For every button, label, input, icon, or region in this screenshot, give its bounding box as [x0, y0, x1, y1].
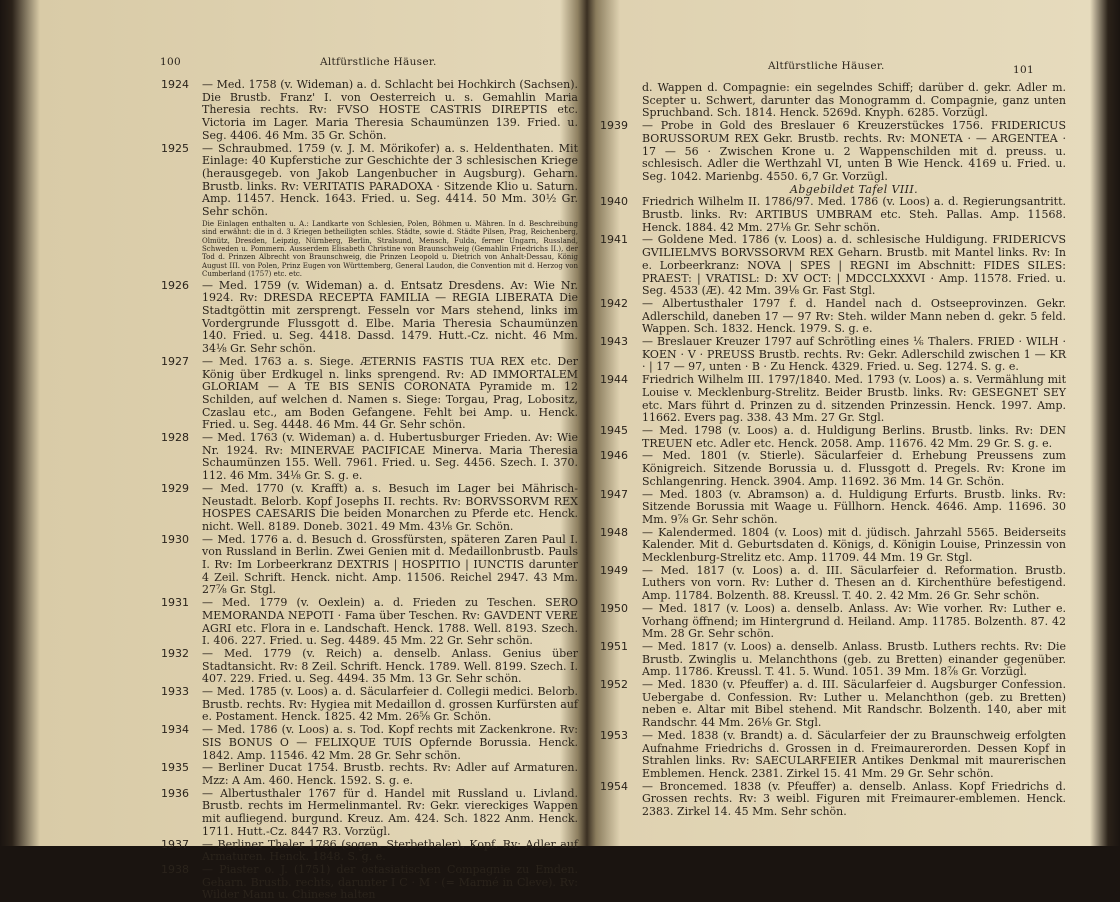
- right-page-number: 101: [1013, 64, 1034, 76]
- entry-text: — Kalendermed. 1804 (v. Loos) mit d. jüdisch. Jahrzahl 5565. Beiderseits Kalender. Mit d. Geburtsdaten d. Königs, d. Königin Louise, Prinzessin von Mecklenburg-Strelitz etc. Amp. 11709. 44 Mm. 19 Gr. Stgl.: [642, 525, 1066, 565]
- entry-number: 1942: [600, 296, 628, 310]
- entry-number: 1952: [600, 678, 628, 692]
- entry-number: 1949: [600, 563, 628, 577]
- catalog-entry: [598, 234, 1080, 298]
- entry-text: — Med. 1759 (v. Wideman) a. d. Entsatz Dresdens. Av: Wie Nr. 1924. Rv: DRESDA RECEPTA FAMILIA — REGIA LIBERATA Die Stadtgöttin mit zersprengt. Fesseln vor Mars stehend, links im Vordergrunde Flussgott d. Elbe. Maria Theresia Schaumünzen 140. Fried. u. Seg. 4418. Dassd. 1479. Hutt.-Cz. nicht. 46 Mm. 34⅛ Gr. Sehr schön.: [202, 278, 578, 356]
- catalog-entry: [120, 432, 590, 483]
- entry-text: — Med. 1798 (v. Loos) a. d. Huldigung Berlins. Brustb. links. Rv: DEN TREUEN etc. Adler etc. Henck. 2058. Amp. 11676. 42 Mm. 29 Gr. S. g. e.: [642, 423, 1066, 450]
- entry-text-block: [642, 425, 1066, 450]
- catalog-entry: [120, 788, 590, 839]
- catalog-entry: [120, 839, 590, 864]
- entry-number: 1926: [161, 278, 189, 292]
- entry-number: 1947: [600, 487, 628, 501]
- right-entry-list: [598, 82, 1080, 819]
- entry-number: 1934: [161, 723, 189, 737]
- left-page: [120, 0, 590, 902]
- catalog-entry: [598, 374, 1080, 425]
- entry-text: — Med. 1801 (v. Stierle). Säcularfeier d. Erhebung Preussens zum Königreich. Sitzende Borussia u. d. Flussgott d. Pregels. Rv: Krone im Schlangenring. Henck. 3904. Amp. 11692. 36 Mm. 14 Gr. Schön.: [642, 449, 1066, 488]
- entry-text-block: [642, 298, 1066, 336]
- entry-text-block: [202, 686, 578, 724]
- catalog-entry: [120, 597, 590, 648]
- entry-text-block: [202, 432, 578, 483]
- entry-text: — Breslauer Kreuzer 1797 auf Schrötling eines ⅙ Thalers. FRIED · WILH · KOEN · V · PREUSS Brustb. rechts. Rv: Gekr. Adlerschild zwischen 1 — KR · | 17 — 97, unten · B · Zu Henck. 4329. Fried. u. Seg. 1274. S. g. e.: [642, 335, 1066, 374]
- entry-number: 1946: [600, 449, 628, 463]
- entry-text: — Med. 1763 (v. Wideman) a. d. Hubertusburger Frieden. Av: Wie Nr. 1924. Rv: MINERVAE PACIFICAE Minerva. Maria Theresia Schaumünzen 155. Well. 7961. Fried. u. Seg. 4456. Szech. I. 370. 112. 46 Mm. 34⅛ Gr. S. g. e.: [202, 431, 578, 483]
- left-page-number: 100: [160, 56, 181, 68]
- entry-text-block: [642, 679, 1066, 730]
- entry-text-block: [202, 648, 578, 686]
- catalog-entry: [598, 679, 1080, 730]
- catalog-entry: [120, 356, 590, 432]
- entry-text: — Med. 1817 (v. Loos) a. denselb. Anlass. Av: Wie vorher. Rv: Luther e. Vorhang öffnend; im Hintergrund d. Heiland. Amp. 11785. Bolzenth. 87. 42 Mm. 28 Gr. Sehr schön.: [642, 601, 1066, 641]
- entry-number: 1935: [161, 761, 189, 775]
- entry-text-block: [642, 730, 1066, 781]
- catalog-entry: [598, 425, 1080, 450]
- left-running-title: Altfürstliche Häuser.: [320, 56, 437, 68]
- entry-text-block: [642, 234, 1066, 298]
- catalog-entry: [598, 565, 1080, 603]
- entry-text-block: [202, 788, 578, 839]
- entry-number: 1954: [600, 779, 628, 793]
- catalog-entry: [120, 483, 590, 534]
- entry-text-block: [642, 374, 1066, 425]
- entry-text-block: [202, 79, 578, 143]
- catalog-entry: [120, 79, 590, 143]
- entry-text-block: [202, 597, 578, 648]
- entry-text-block: [642, 527, 1066, 565]
- right-page: [598, 0, 1080, 846]
- entry-text-block: [642, 196, 1066, 234]
- entry-number: 1941: [600, 233, 628, 247]
- left-page-header: [120, 56, 590, 70]
- entry-number: 1945: [600, 423, 628, 437]
- entry-number: 1951: [600, 639, 628, 653]
- entry-number: 1925: [161, 141, 189, 155]
- entry-text: — Med. 1776 a. d. Besuch d. Grossfürsten, späteren Zaren Paul I. von Russland in Berlin. Zwei Genien mit d. Medaillonbrustb. Pauls I. Rv: Im Lorbeerkranz DEXTRIS | HOSPITIO | IUNCTIS darunter 4 Zeil. Schrift. Henck. nicht. Amp. 11506. Reichel 2947. 43 Mm. 27⅞ Gr. Stgl.: [202, 532, 578, 597]
- entry-number: 1953: [600, 728, 628, 742]
- entry-text-block: [642, 120, 1066, 196]
- catalog-entry: [598, 450, 1080, 488]
- entry-number: 1938: [161, 862, 189, 876]
- catalog-entry: [598, 527, 1080, 565]
- catalog-entry: [598, 336, 1080, 374]
- entry-text-block: [642, 336, 1066, 374]
- entry-text: — Schraubmed. 1759 (v. J. M. Mörikofer) a. s. Heldenthaten. Mit Einlage: 40 Kupferstiche zur Geschichte der 3 schlesischen Kriege (herausgegeb. von Jakob Langenbucher in Augsburg). Geharn. Brustb. links. Rv: VERITATIS PARADOXA · Sitzende Klio u. Saturn. Amp. 11457. Henck. 1643. Fried. u. Seg. 4414. 50 Mm. 30½ Gr. Sehr schön.: [202, 141, 578, 219]
- left-entry-list: [120, 79, 590, 902]
- entry-text: — Broncemed. 1838 (v. Pfeuffer) a. denselb. Anlass. Kopf Friedrichs d. Grossen rechts. Rv: 3 weibl. Figuren mit Freimaurer-emblemen. Henck. 2383. Zirkel 14. 45 Mm. Sehr schön.: [642, 779, 1066, 819]
- entry-text: — Probe in Gold des Breslauer 6 Kreuzerstückes 1756. FRIDERICUS BORUSSORUM REX Gekr. Brustb. rechts. Rv: MONETA · — ARGENTEA · 17 — 56 · Zwischen Krone u. 2 Wappenschilden mit d. preuss. u. schlesisch. Adler die Werthzahl VI, unten B Wie Henck. 4169 u. Fried. u. Seg. 1042. Marienbg. 4550. 6,7 Gr. Vorzügl.: [642, 119, 1066, 183]
- right-page-header: [598, 56, 1080, 76]
- right-running-title: Altfürstliche Häuser.: [768, 60, 885, 72]
- catalog-entry: [598, 120, 1080, 196]
- entry-number: 1933: [161, 685, 189, 699]
- catalog-entry: [120, 648, 590, 686]
- entry-number: 1939: [600, 119, 628, 133]
- entry-number: 1930: [161, 532, 189, 546]
- entry-text: Friedrich Wilhelm III. 1797/1840. Med. 1793 (v. Loos) a. s. Vermählung mit Louise v. Mecklenburg-Strelitz. Beider Brustb. links. Rv: GESEGNET SEY etc. Mars führt d. Prinzen zu d. sitzenden Prinzessin. Henck. 1997. Amp. 11662. Evers pag. 338. 43 Mm. 27 Gr. Stgl.: [642, 373, 1066, 425]
- entry-number: 1924: [161, 78, 189, 91]
- entry-text-block: [202, 534, 578, 598]
- entry-text: — Albertusthaler 1767 für d. Handel mit Russland u. Livland. Brustb. rechts im Hermelinmantel. Rv: Gekr. viereckiges Wappen mit aufliegend. burgund. Kreuz. Am. 424. Sch. 1822 Anm. Henck. 1711. Hutt.-Cz. 8447 R3. Vorzügl.: [202, 786, 578, 838]
- entry-number: 1932: [161, 646, 189, 660]
- entry-text-block: [642, 641, 1066, 679]
- catalog-entry: [598, 641, 1080, 679]
- entry-text: — Med. 1817 (v. Loos) a. d. III. Säcularfeier d. Reformation. Brustb. Luthers von vorn. Rv: Luther d. Thesen an d. Kirchenthüre befestigend. Amp. 11784. Bolzenth. 88. Kreussl. T. 40. 2. 42 Mm. 26 Gr. Sehr schön.: [642, 563, 1066, 603]
- entry-text-block: [642, 450, 1066, 488]
- entry-text-block: [202, 762, 578, 787]
- entry-number: 1928: [161, 431, 189, 445]
- entry-text: — Piaster o. J. (1751) der ostasiatischen Compagnie zu Emden. Geharn. Brustb. rechts, darunter I C · M · (= Marmé in Cleve). Rv: Wilder Mann u. Chinese halten: [202, 862, 578, 902]
- entry-text-block: [642, 565, 1066, 603]
- entry-text: — Berliner Ducat 1754. Brustb. rechts. Rv: Adler auf Armaturen. Mzz: A Am. 460. Henck. 1592. S. g. e.: [202, 761, 578, 787]
- catalog-entry: [598, 196, 1080, 234]
- entry-text: — Med. 1779 (v. Oexlein) a. d. Frieden zu Teschen. SERO MEMORANDA NEPOTI · Fama über Teschen. Rv: GAVDENT VERE AGRI etc. Flora in e. Landschaft. Henck. 1788. Well. 8193. Szech. I. 406. 227. Fried. u. Seg. 4489. 45 Mm. 22 Gr. Sehr schön.: [202, 596, 578, 648]
- entry-text-block: [202, 839, 578, 864]
- entry-text: — Med. 1838 (v. Brandt) a. d. Säcularfeier der zu Braunschweig erfolgten Aufnahme Friedrichs d. Grossen in d. Freimaurerorden. Dessen Kopf in Strahlen links. Rv: SAECULARFEIER Antikes Denkmal mit maurerischen Emblemen. Henck. 2381. Zirkel 15. 41 Mm. 29 Gr. Sehr schön.: [642, 728, 1066, 780]
- entry-number: 1929: [161, 481, 189, 495]
- entry-text-block: [642, 603, 1066, 641]
- entry-text-block: [642, 489, 1066, 527]
- entry-number: 1948: [600, 525, 628, 539]
- entry-text-block: [202, 864, 578, 902]
- catalog-entry: [598, 781, 1080, 819]
- catalog-entry: [120, 534, 590, 598]
- entry-text-block: [202, 143, 578, 279]
- entry-text-block: [202, 724, 578, 762]
- entry-number: 1937: [161, 837, 189, 851]
- catalog-entry: [120, 280, 590, 356]
- catalog-entry: [598, 730, 1080, 781]
- catalog-entry: [120, 864, 590, 902]
- entry-number: 1931: [161, 596, 189, 610]
- entry-text-block: [202, 483, 578, 534]
- entry-text-block: [202, 356, 578, 432]
- entry-text: — Med. 1763 a. s. Siege. ÆTERNIS FASTIS TUA REX etc. Der König über Erdkugel n. links sprengend. Rv: AD IMMORTALEM GLORIAM — A TE BIS SENIS CORONATA Pyramide m. 12 Schilden, auf welchen d. Namen s. Siege: Torgau, Prag, Lobositz, Czaslau etc., am Boden Gefangene. Fehlt bei Amp. u. Henck. Fried. u. Seg. 4448. 46 Mm. 44 Gr. Sehr schön.: [202, 354, 578, 432]
- entry-text: — Albertusthaler 1797 f. d. Handel nach d. Ostseeprovinzen. Gekr. Adlerschild, daneben 17 — 97 Rv: Steh. wilder Mann neben d. gekr. 5 feld. Wappen. Sch. 1832. Henck. 1979. S. g. e.: [642, 296, 1066, 336]
- catalog-entry: [598, 603, 1080, 641]
- entry-text: — Med. 1786 (v. Loos) a. s. Tod. Kopf rechts mit Zackenkrone. Rv: SIS BONUS O — FELIXQUE TUIS Opfernde Borussia. Henck. 1842. Amp. 11546. 42 Mm. 28 Gr. Sehr schön.: [202, 723, 578, 762]
- entry-text: Friedrich Wilhelm II. 1786/97. Med. 1786 (v. Loos) a. d. Regierungsantritt. Brustb. links. Rv: ARTIBUS UMBRAM etc. Steh. Pallas. Amp. 11568. Henck. 1884. 42 Mm. 27⅛ Gr. Sehr schön.: [642, 195, 1066, 234]
- entry-text-block: [202, 280, 578, 356]
- entry-text: — Med. 1770 (v. Krafft) a. s. Besuch im Lager bei Mährisch-Neustadt. Belorb. Kopf Josephs II. rechts. Rv: BORVSSORVM REX HOSPES CAESARIS Die beiden Monarchen zu Pferde etc. Henck. nicht. Well. 8189. Doneb. 3021. 49 Mm. 43⅛ Gr. Schön.: [202, 481, 578, 533]
- catalog-entry: [120, 686, 590, 724]
- plate-reference-note: Abgebildet Tafel VIII.: [790, 182, 918, 196]
- catalog-entry: [120, 143, 590, 279]
- entry-number: 1944: [600, 373, 628, 387]
- catalog-entry: [120, 724, 590, 762]
- entry-text: — Med. 1779 (v. Reich) a. denselb. Anlass. Genius über Stadtansicht. Rv: 8 Zeil. Schrift. Henck. 1789. Well. 8199. Szech. I. 407. 229. Fried. u. Seg. 4494. 35 Mm. 13 Gr. Sehr schön.: [202, 646, 578, 686]
- entry-number: 1940: [600, 195, 628, 209]
- entry-text-block: [642, 781, 1066, 819]
- entry-footnote: Die Einlagen enthalten u. A.: Landkarte von Schlesien, Polen, Böhmen u. Mähren. In d. Beschreibung sind erwähnt: die in d. 3 Kriegen betheiligten schles. Städte, sowie d. Städte Pilsen, Prag, Reichenberg, Olmütz, Dresden, Leipzig, Nürnberg, Berlin, Stralsund, Mensch, Fulda, ferner Ungarn, Russland, Schweden u. Pommern. Ausserdem Elisabeth Christine von Braunschweig (Gemahlin Friedrichs II.), der Tod d. Prinzen Albrecht von Braunschweig, die Prinzen Leopold u. Dietrich von Anhalt-Dessau, König August III. von Polen, Prinz Eugen von Württemberg, General Laudon, die Convention mit d. Herzog von Cumberland (1757) etc. etc.: [202, 219, 578, 279]
- catalog-entry: [120, 762, 590, 787]
- entry-text: — Med. 1803 (v. Abramson) a. d. Huldigung Erfurts. Brustb. links. Rv: Sitzende Borussia mit Waage u. Füllhorn. Henck. 4646. Amp. 11696. 30 Mm. 9⅞ Gr. Sehr schön.: [642, 487, 1066, 526]
- entry-text: — Med. 1830 (v. Pfeuffer) a. d. III. Säcularfeier d. Augsburger Confession. Uebergabe d. Confession. Rv: Luther u. Melanchthon (geb. zu Bretten) neben e. Altar mit Bibel stehend. Mit Randschr. Bolzenth. 140, aber mit Randschr. 44 Mm. 26⅛ Gr. Stgl.: [642, 678, 1066, 730]
- entry-number: 1943: [600, 335, 628, 349]
- continuation-text: d. Wappen d. Compagnie: ein segelndes Schiff; darüber d. gekr. Adler m. Scepter u. Schwert, darunter das Monogramm d. Compagnie, ganz unten Spruchband. Sch. 1814. Henck. 5269d. Knyph. 6285. Vorzügl.: [642, 81, 1066, 120]
- catalog-entry: [598, 489, 1080, 527]
- entry-text: — Med. 1758 (v. Wideman) a. d. Schlacht bei Hochkirch (Sachsen). Die Brustb. Franz' I. von Oesterreich u. s. Gemahlin Maria Theresia rechts. Rv: FVSO HOSTE CASTRIS DIREPTIS etc. Victoria im Lager. Maria Theresia Schaumünzen 139. Fried. u. Seg. 4406. 46 Mm. 35 Gr. Schön.: [202, 78, 578, 142]
- entry-text: — Berliner Thaler 1786 (sogen. Sterbethaler). Kopf. Rv: Adler auf Armaturen. Henck. 1848. S. g. e.: [202, 837, 578, 864]
- entry-text: — Med. 1785 (v. Loos) a. d. Säcularfeier d. Collegii medici. Belorb. Brustb. rechts. Rv: Hygiea mit Medaillon d. grossen Kurfürsten auf e. Postament. Henck. 1825. 42 Mm. 26⅝ Gr. Schön.: [202, 685, 578, 724]
- entry-number: 1927: [161, 354, 189, 368]
- entry-number: 1950: [600, 601, 628, 615]
- entry-number: 1936: [161, 786, 189, 800]
- catalog-entry: [598, 298, 1080, 336]
- entry-text: — Med. 1817 (v. Loos) a. denselb. Anlass. Brustb. Luthers rechts. Rv: Die Brustb. Zwinglis u. Melanchthons (geb. zu Bretten) einander gegenüber. Amp. 11786. Kreussl. T. 41. 5. Wund. 1051. 39 Mm. 18⅞ Gr. Vorzügl.: [642, 639, 1066, 679]
- entry-text: — Goldene Med. 1786 (v. Loos) a. d. schlesische Huldigung. FRIDERICVS GVILIELMVS BORVSSORVM REX Geharn. Brustb. mit Mantel links. Rv: In e. Lorbeerkranz: NOVA | SPES | REGNI im Abschnitt: FIDES SILES: PRAEST: | VRATISL: D: XV OCT: | MDCCLXXXVI · Amp. 11578. Fried. u. Seg. 4533 (Æ). 42 Mm. 39⅛ Gr. Fast Stgl.: [642, 233, 1066, 298]
